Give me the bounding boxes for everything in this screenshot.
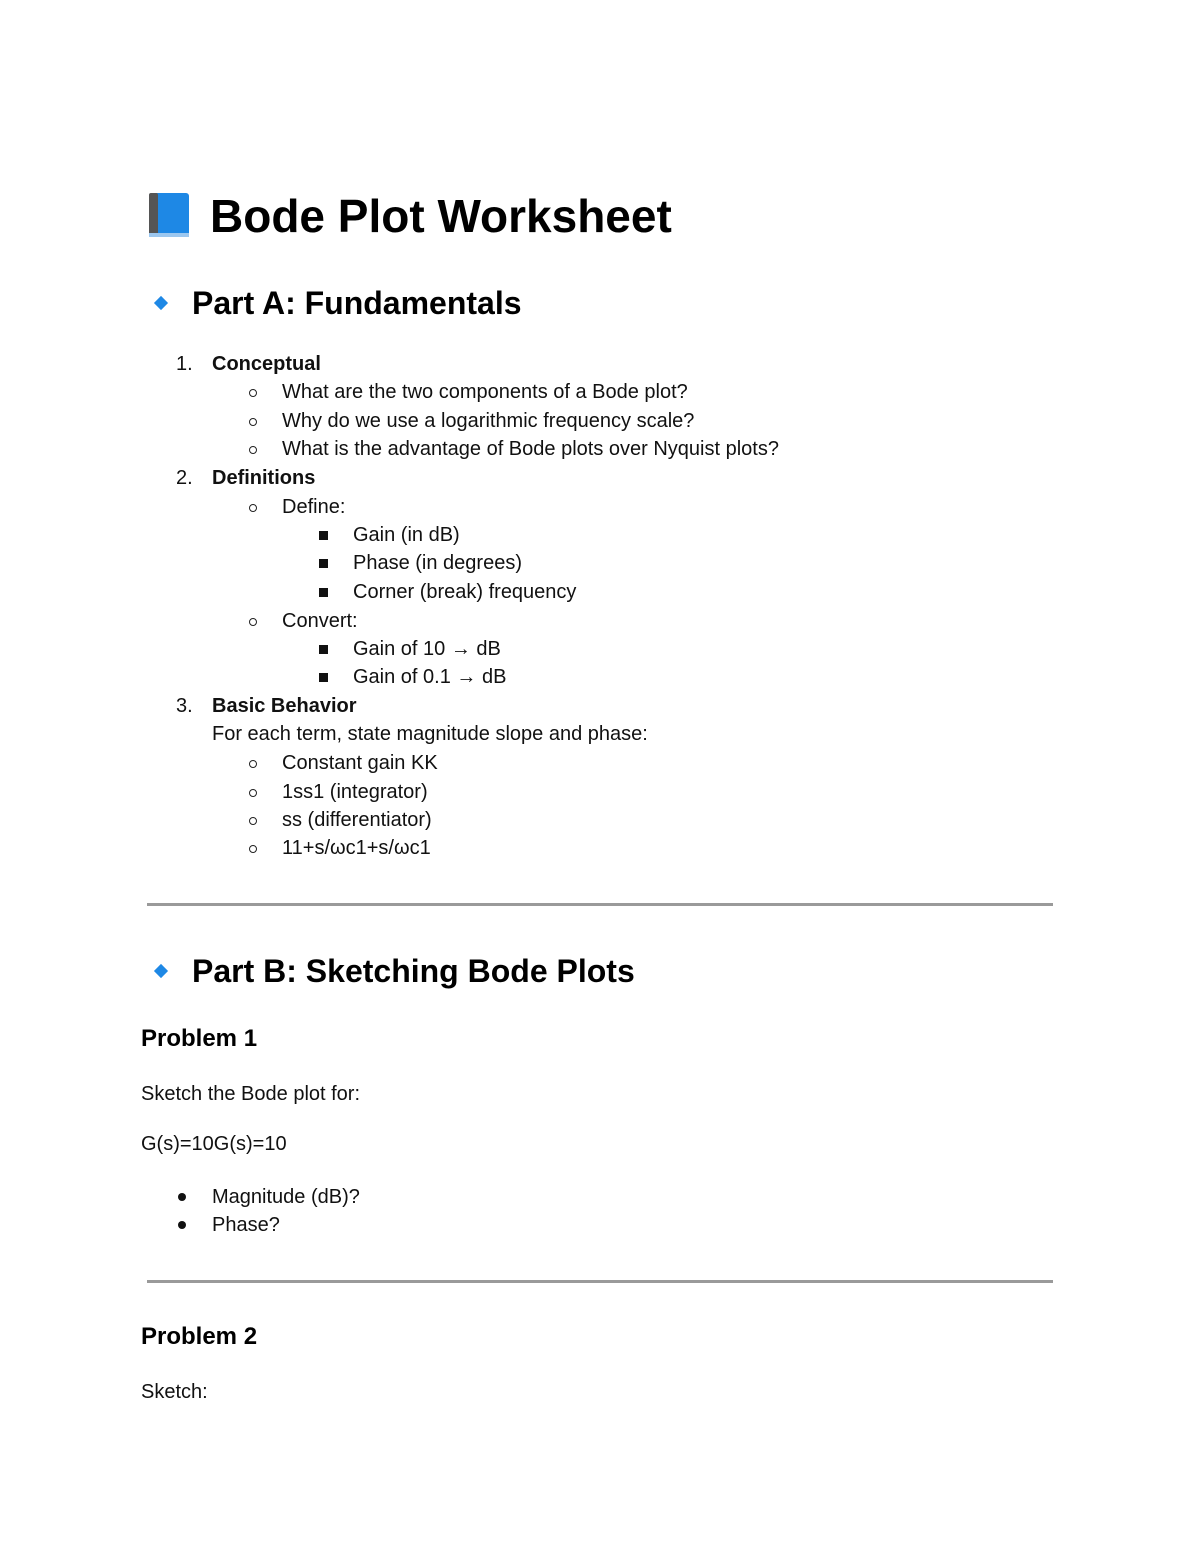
- square-bullet-icon: [319, 588, 328, 597]
- list-item: 11+s/ωc1+s/ωc1: [282, 837, 431, 859]
- square-bullet-icon: [319, 559, 328, 568]
- diamond-icon: [154, 964, 168, 978]
- list-item: Gain (in dB): [353, 524, 460, 546]
- problem-2-prompt: Sketch:: [141, 1381, 208, 1403]
- square-bullet-icon: [319, 531, 328, 540]
- part-a-heading: Part A: Fundamentals: [192, 285, 522, 321]
- list-number: 1.: [176, 353, 193, 375]
- list-item: 1ss1 (integrator): [282, 781, 428, 803]
- list-item: Gain of 0.1 → dB: [353, 666, 507, 688]
- part-b-heading: Part B: Sketching Bode Plots: [192, 953, 635, 989]
- item-intro: For each term, state magnitude slope and phase:: [212, 723, 648, 745]
- item-label: Definitions: [212, 467, 316, 489]
- list-item: ss (differentiator): [282, 809, 432, 831]
- bullet-icon: [249, 446, 257, 454]
- list-item: What are the two components of a Bode plot?: [282, 381, 688, 403]
- problem-1-prompt: Sketch the Bode plot for:: [141, 1083, 361, 1105]
- divider: [147, 903, 1053, 906]
- list-item: Gain of 10 → dB: [353, 638, 501, 660]
- bullet-icon: [249, 789, 257, 797]
- problem-2-title: Problem 2: [141, 1323, 258, 1350]
- bullet-icon: [178, 1193, 186, 1201]
- book-icon: [147, 191, 191, 239]
- bullet-icon: [249, 618, 257, 626]
- list-number: 2.: [176, 467, 193, 489]
- page-title: Bode Plot Worksheet: [210, 190, 672, 242]
- bullet-icon: [249, 389, 257, 397]
- divider: [147, 1280, 1053, 1283]
- list-item: Define:: [282, 496, 346, 518]
- bullet-icon: [249, 418, 257, 426]
- square-bullet-icon: [319, 673, 328, 682]
- bullet-icon: [249, 817, 257, 825]
- problem-1-equation: G(s)=10G(s)=10: [141, 1133, 287, 1155]
- problem-1-title: Problem 1: [141, 1025, 258, 1052]
- bullet-icon: [249, 845, 257, 853]
- list-item: Phase (in degrees): [353, 552, 522, 574]
- bullet-icon: [178, 1221, 186, 1229]
- list-item: Convert:: [282, 610, 358, 632]
- square-bullet-icon: [319, 645, 328, 654]
- list-number: 3.: [176, 695, 193, 717]
- list-item: What is the advantage of Bode plots over Nyquist plots?: [282, 438, 779, 460]
- list-item: Constant gain KK: [282, 752, 438, 774]
- list-item: Magnitude (dB)?: [212, 1186, 360, 1208]
- item-label: Conceptual: [212, 353, 321, 375]
- diamond-icon: [154, 296, 168, 310]
- list-item: Corner (break) frequency: [353, 581, 577, 603]
- list-item: Why do we use a logarithmic frequency scale?: [282, 410, 695, 432]
- bullet-icon: [249, 760, 257, 768]
- bullet-icon: [249, 504, 257, 512]
- item-label: Basic Behavior: [212, 695, 357, 717]
- list-item: Phase?: [212, 1214, 280, 1236]
